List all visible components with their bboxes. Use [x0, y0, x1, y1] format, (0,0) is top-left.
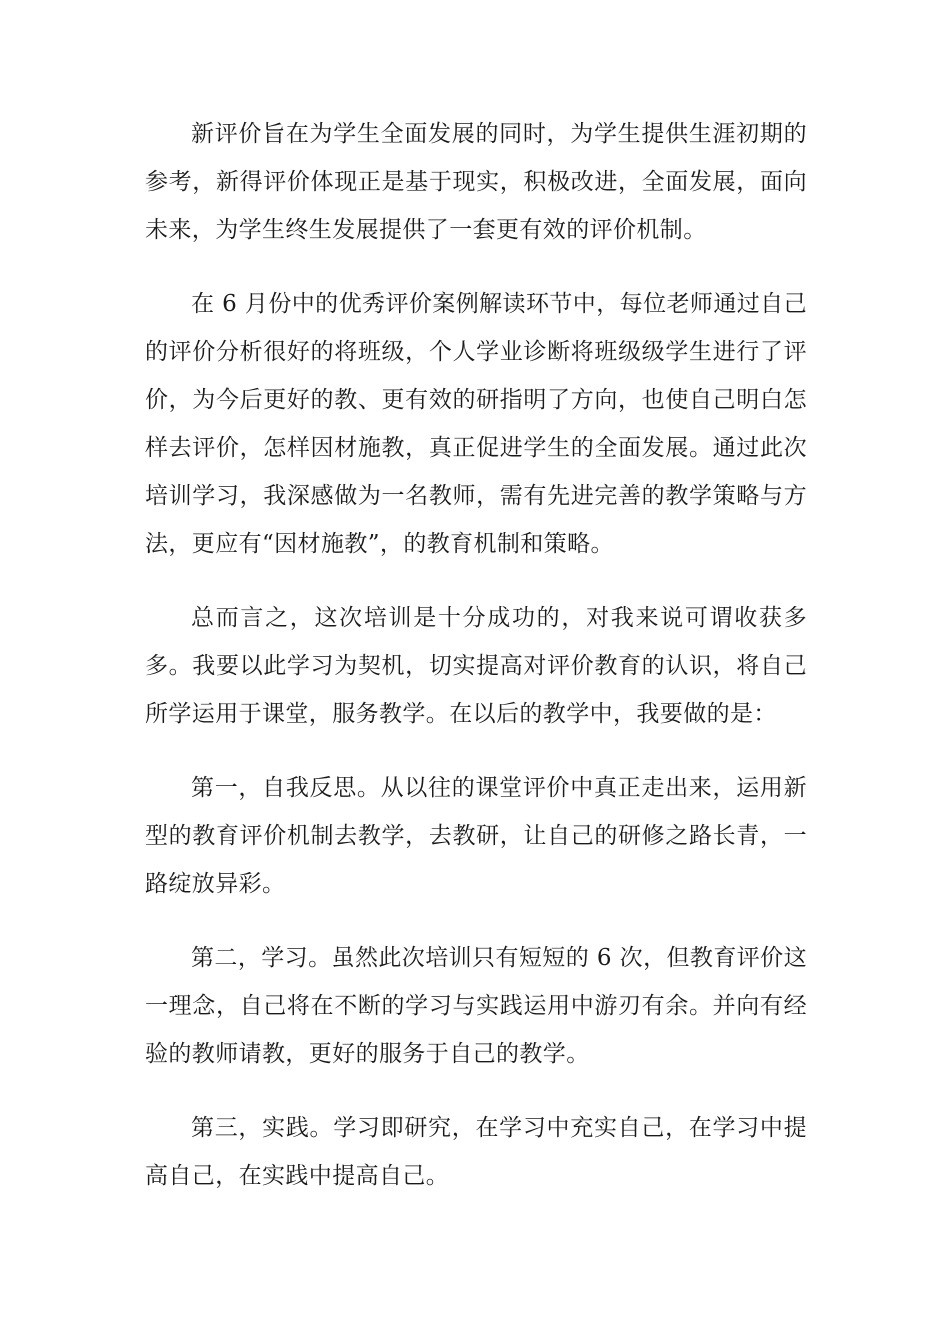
paragraph-2: 在 6 月份中的优秀评价案例解读环节中，每位老师通过自己的评价分析很好的将班级，个人学业诊断将班级级学生进行了评价，为今后更好的教、更有效的研指明了方向，也使自己明白怎样去评价，怎样因材施教，真正促进学生的全面发展。通过此次培训学习，我深感做为一名教师，需有先进完善的教学策略与方法，更应有“因材施教”，的教育机制和策略。 [145, 291, 807, 557]
paragraph-5: 第二，学习。虽然此次培训只有短短的 6 次，但教育评价这一理念，自己将在不断的学习与实践运用中游刃有余。并向有经验的教师请教，更好的服务于自己的教学。 [145, 945, 807, 1067]
paragraph-4: 第一，自我反思。从以往的课堂评价中真正走出来，运用新型的教育评价机制去教学，去教研，让自己的研修之路长青，一路绽放异彩。 [145, 775, 807, 897]
document-body [145, 110, 807, 1226]
paragraph-6: 第三，实践。学习即研究，在学习中充实自己，在学习中提高自己，在实践中提高自己。 [145, 1115, 807, 1189]
paragraph-1: 新评价旨在为学生全面发展的同时，为学生提供生涯初期的参考，新得评价体现正是基于现实，积极改进，全面发展，面向未来，为学生终生发展提供了一套更有效的评价机制。 [145, 121, 807, 243]
paragraph-3: 总而言之，这次培训是十分成功的，对我来说可谓收获多多。我要以此学习为契机，切实提高对评价教育的认识，将自己所学运用于课堂，服务教学。在以后的教学中，我要做的是： [145, 605, 807, 727]
